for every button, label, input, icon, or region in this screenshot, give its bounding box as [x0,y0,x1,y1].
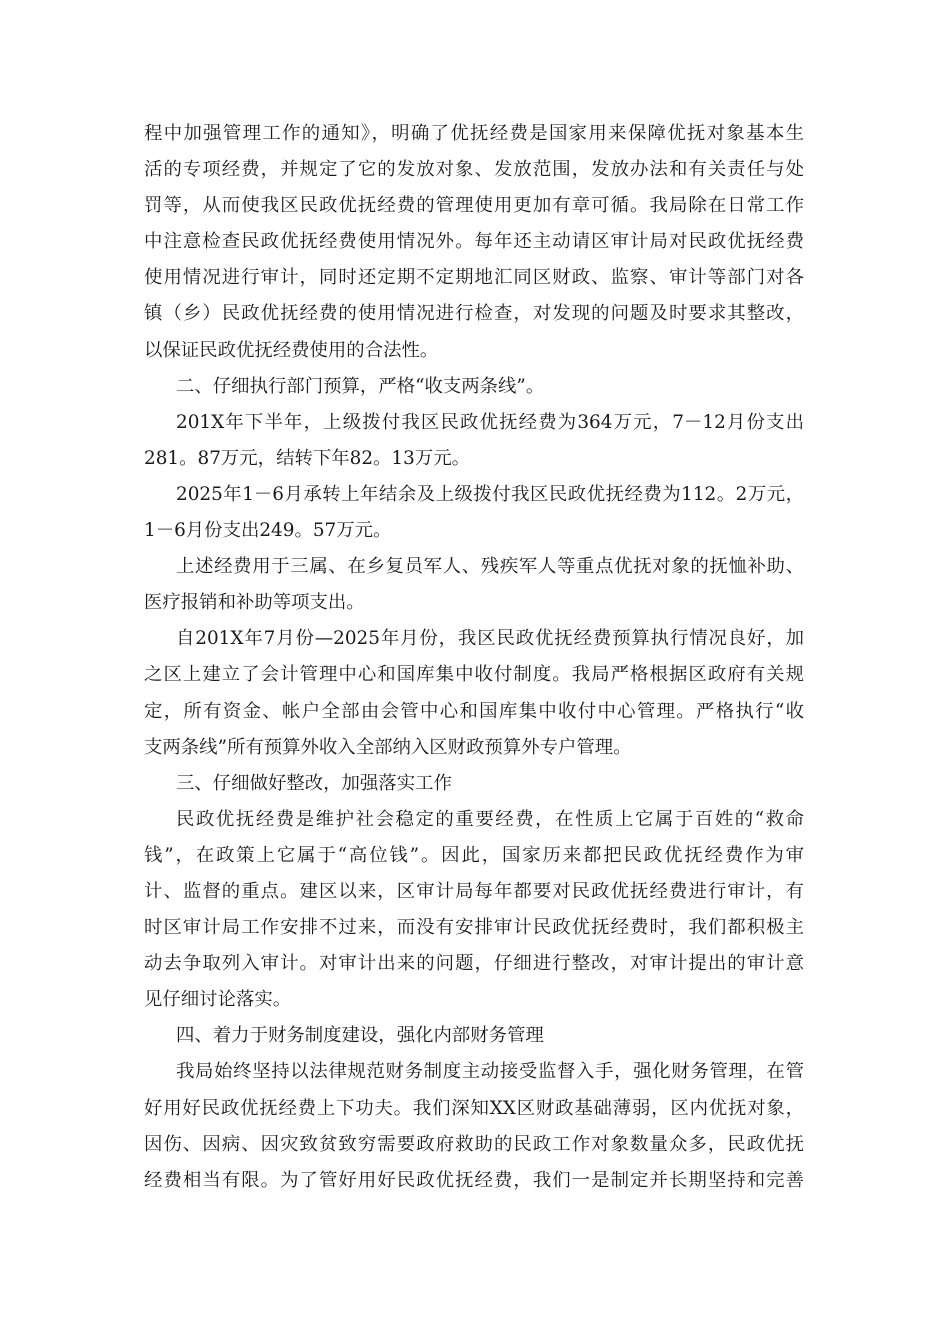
text-line: 以保证民政优抚经费使用的合法性。 [144,339,439,361]
text-line: 中注意检查民政优抚经费使用情况外。每年还主动请区审计局对民政优抚经费 [144,231,804,253]
text-line: 时区审计局工作安排不过来，而没有安排审计民政优抚经费时，我们都积极主 [144,917,804,939]
text-line: 使用情况进行审计，同时还定期不定期地汇同区财政、监察、审计等部门对各 [144,267,804,289]
text-line: 281。87万元，结转下年82。13万元。 [144,447,470,469]
text-line: 经费相当有限。为了管好用好民政优抚经费，我们一是制定并长期坚持和完善 [144,1169,804,1191]
text-line: 支两条线”所有预算外收入全部纳入区财政预算外专户管理。 [144,736,632,758]
text-line: 见仔细讨论落实。 [144,989,292,1011]
text-line: 之区上建立了会计管理中心和国库集中收付制度。我局严格根据区政府有关规 [144,664,804,686]
text-line: 2025年1－6月承转上年结余及上级拨付我区民政优抚经费为112。2万元， [176,483,804,505]
text-line: 定，所有资金、帐户全部由会管中心和国库集中收付中心管理。严格执行“收 [144,700,804,722]
text-line: 1－6月份支出249。57万元。 [144,520,392,542]
text-line: 201X年下半年，上级拨付我区民政优抚经费为364万元，7－12月份支出 [176,411,804,433]
text-line: 我局始终坚持以法律规范财务制度主动接受监督入手，强化财务管理，在管 [176,1061,804,1083]
text-line: 四、着力于财务制度建设，强化内部财务管理 [176,1025,544,1047]
text-line: 钱”，在政策上它属于“高位钱”。因此，国家历来都把民政优抚经费作为审 [144,844,804,866]
text-line: 上述经费用于三属、在乡复员军人、残疾军人等重点优抚对象的抚恤补助、 [176,556,804,578]
text-line: 计、监督的重点。建区以来，区审计局每年都要对民政优抚经费进行审计，有 [144,880,804,902]
text-line: 好用好民政优抚经费上下功夫。我们深知XX区财政基础薄弱，区内优抚对象， [144,1097,804,1119]
text-line: 活的专项经费，并规定了它的发放对象、发放范围，发放办法和有关责任与处 [144,159,804,181]
text-line: 程中加强管理工作的通知》，明确了优抚经费是国家用来保障优抚对象基本生 [144,123,804,144]
text-line: 罚等，从而使我区民政优抚经费的管理使用更加有章可循。我局除在日常工作 [144,195,804,217]
text-line: 民政优抚经费是维护社会稳定的重要经费，在性质上它属于百姓的“救命 [176,808,804,830]
text-line: 医疗报销和补助等项支出。 [144,592,365,614]
text-line: 三、仔细做好整改，加强落实工作 [176,772,452,794]
text-line: 因伤、因病、因灾致贫致穷需要政府救助的民政工作对象数量众多，民政优抚 [144,1133,804,1155]
text-line: 动去争取列入审计。对审计出来的问题，仔细进行整改，对审计提出的审计意 [144,953,804,975]
text-line: 自201X年7月份—2025年月份，我区民政优抚经费预算执行情况良好，加 [176,628,804,650]
text-line: 二、仔细执行部门预算，严格“收支两条线”。 [176,375,545,397]
text-line: 镇（乡）民政优抚经费的使用情况进行检查，对发现的问题及时要求其整改， [144,303,804,325]
document-page [144,116,804,1199]
